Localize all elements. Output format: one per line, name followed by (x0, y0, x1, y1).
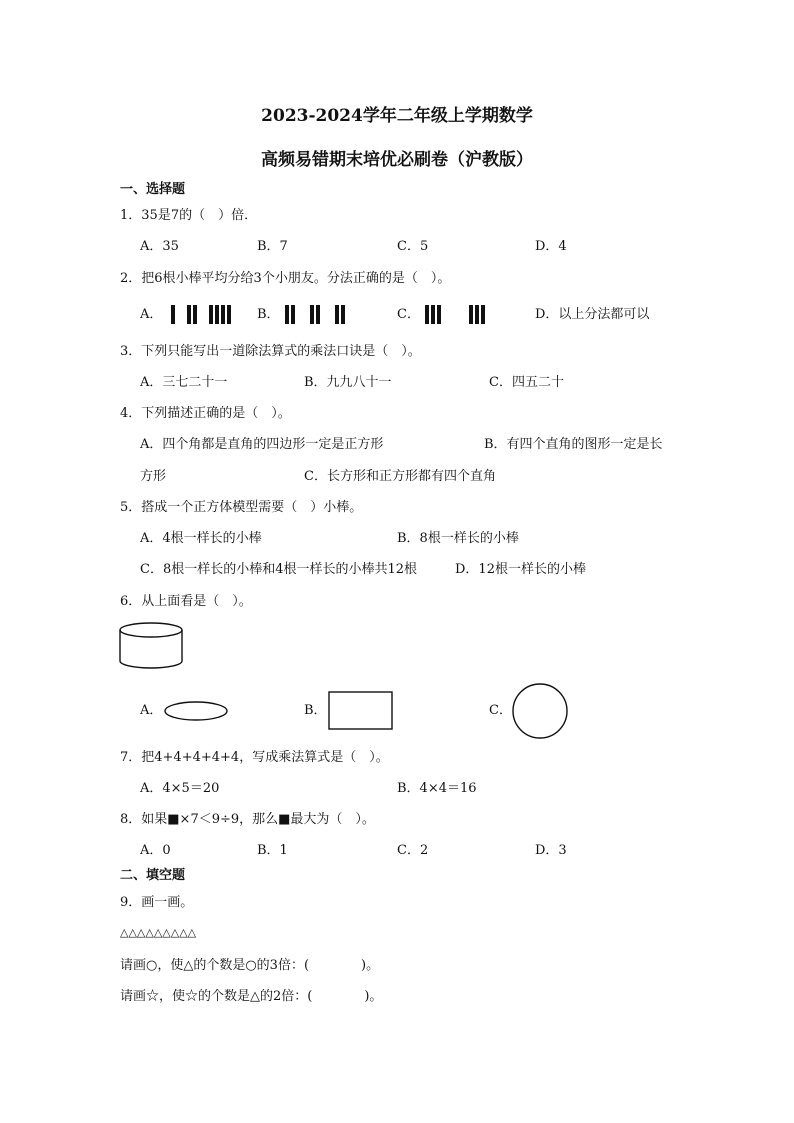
q7-option-b: B．4×4＝16 (397, 781, 477, 796)
circle-shape (510, 681, 570, 741)
q5-option-d: D．12根一样长的小棒 (455, 562, 586, 577)
stick (335, 305, 339, 324)
q3-option-c: C．四五二十 (489, 375, 564, 390)
q1-option-c: C．5 (397, 239, 429, 254)
q5-option-a: A．4根一样长的小棒 (140, 531, 262, 546)
stick (316, 305, 320, 324)
stick (291, 305, 295, 324)
question-5: 5．搭成一个正方体模型需要（ ）小棒。 (120, 500, 363, 515)
q1-option-d: D．4 (535, 239, 567, 254)
question-8: 8．如果■×7＜9÷9，那么■最大为（ ）。 (120, 812, 375, 827)
document-title-line1: 2023-2024学年二年级上学期数学 (261, 106, 533, 126)
q8-option-d: D．3 (535, 843, 567, 858)
q6-option-c: C． (489, 703, 512, 718)
cylinder-top (120, 623, 182, 637)
q3-option-b: B．九九八十一 (304, 375, 392, 390)
stick (469, 305, 473, 324)
stick (425, 305, 429, 324)
q9-instruction-circle: 请画○，使△的个数是○的3倍：( )。 (120, 958, 380, 973)
stick (341, 305, 345, 324)
q5-option-c: C．8根一样长的小棒和4根一样长的小棒共12根 (140, 562, 418, 577)
q4-option-b-continued: 方形 (140, 469, 167, 484)
triangle-row: △△△△△△△△△ (120, 926, 197, 939)
q3-option-a: A．三七二十一 (140, 375, 228, 390)
stick (187, 305, 191, 324)
stick (437, 305, 441, 324)
stick (193, 305, 197, 324)
question-6: 6．从上面看是（ ）。 (120, 594, 252, 609)
question-3: 3．下列只能写出一道除法算式的乘法口诀是（ ）。 (120, 344, 421, 359)
q6-option-b: B． (304, 703, 327, 718)
stick (215, 305, 219, 324)
q5-option-b: B．8根一样长的小棒 (397, 531, 519, 546)
ellipse-outline (165, 702, 227, 720)
section-heading-choice: 一、选择题 (120, 182, 186, 197)
q7-option-a: A．4×5＝20 (140, 781, 220, 796)
stick (171, 305, 175, 324)
section-heading-fill-in: 二、填空题 (120, 868, 186, 883)
document-title-line2: 高频易错期末培优必刷卷（沪教版） (261, 150, 533, 170)
ellipse-shape (162, 699, 230, 723)
question-1: 1．35是7的（ ）倍． (120, 208, 258, 223)
q8-option-a: A．0 (140, 843, 171, 858)
q2-option-c: C． (397, 307, 420, 322)
stick (431, 305, 435, 324)
q2-option-a: A． (140, 307, 163, 322)
cylinder-figure (118, 620, 186, 672)
question-7: 7．把4+4+4+4+4，写成乘法算式是（ ）。 (120, 750, 389, 765)
stick (475, 305, 479, 324)
cylinder-bottom (120, 661, 182, 668)
stick (221, 305, 225, 324)
question-4: 4．下列描述正确的是（ ）。 (120, 406, 291, 421)
q4-option-a: A．四个角都是直角的四边形一定是正方形 (140, 437, 384, 452)
question-9: 9．画一画。 (120, 895, 194, 910)
q8-option-b: B．1 (257, 843, 288, 858)
stick (227, 305, 231, 324)
q4-option-b: B．有四个直角的图形一定是长 (484, 437, 663, 452)
q8-option-c: C．2 (397, 843, 429, 858)
stick (310, 305, 314, 324)
q9-instruction-star: 请画☆，使☆的个数是△的2倍：( )。 (120, 989, 383, 1004)
stick (285, 305, 289, 324)
stick (209, 305, 213, 324)
rectangle-outline (329, 692, 392, 729)
q2-option-d: D．以上分法都可以 (535, 307, 650, 322)
stick (481, 305, 485, 324)
q1-option-b: B．7 (257, 239, 288, 254)
question-2: 2．把6根小棒平均分给3个小朋友。分法正确的是（ ）。 (120, 271, 451, 286)
circle-outline (513, 684, 567, 738)
q2-option-b: B． (257, 307, 280, 322)
q6-option-a: A． (140, 703, 163, 718)
q1-option-a: A．35 (140, 239, 179, 254)
rectangle-shape (327, 690, 395, 732)
q4-option-c: C．长方形和正方形都有四个直角 (304, 469, 496, 484)
